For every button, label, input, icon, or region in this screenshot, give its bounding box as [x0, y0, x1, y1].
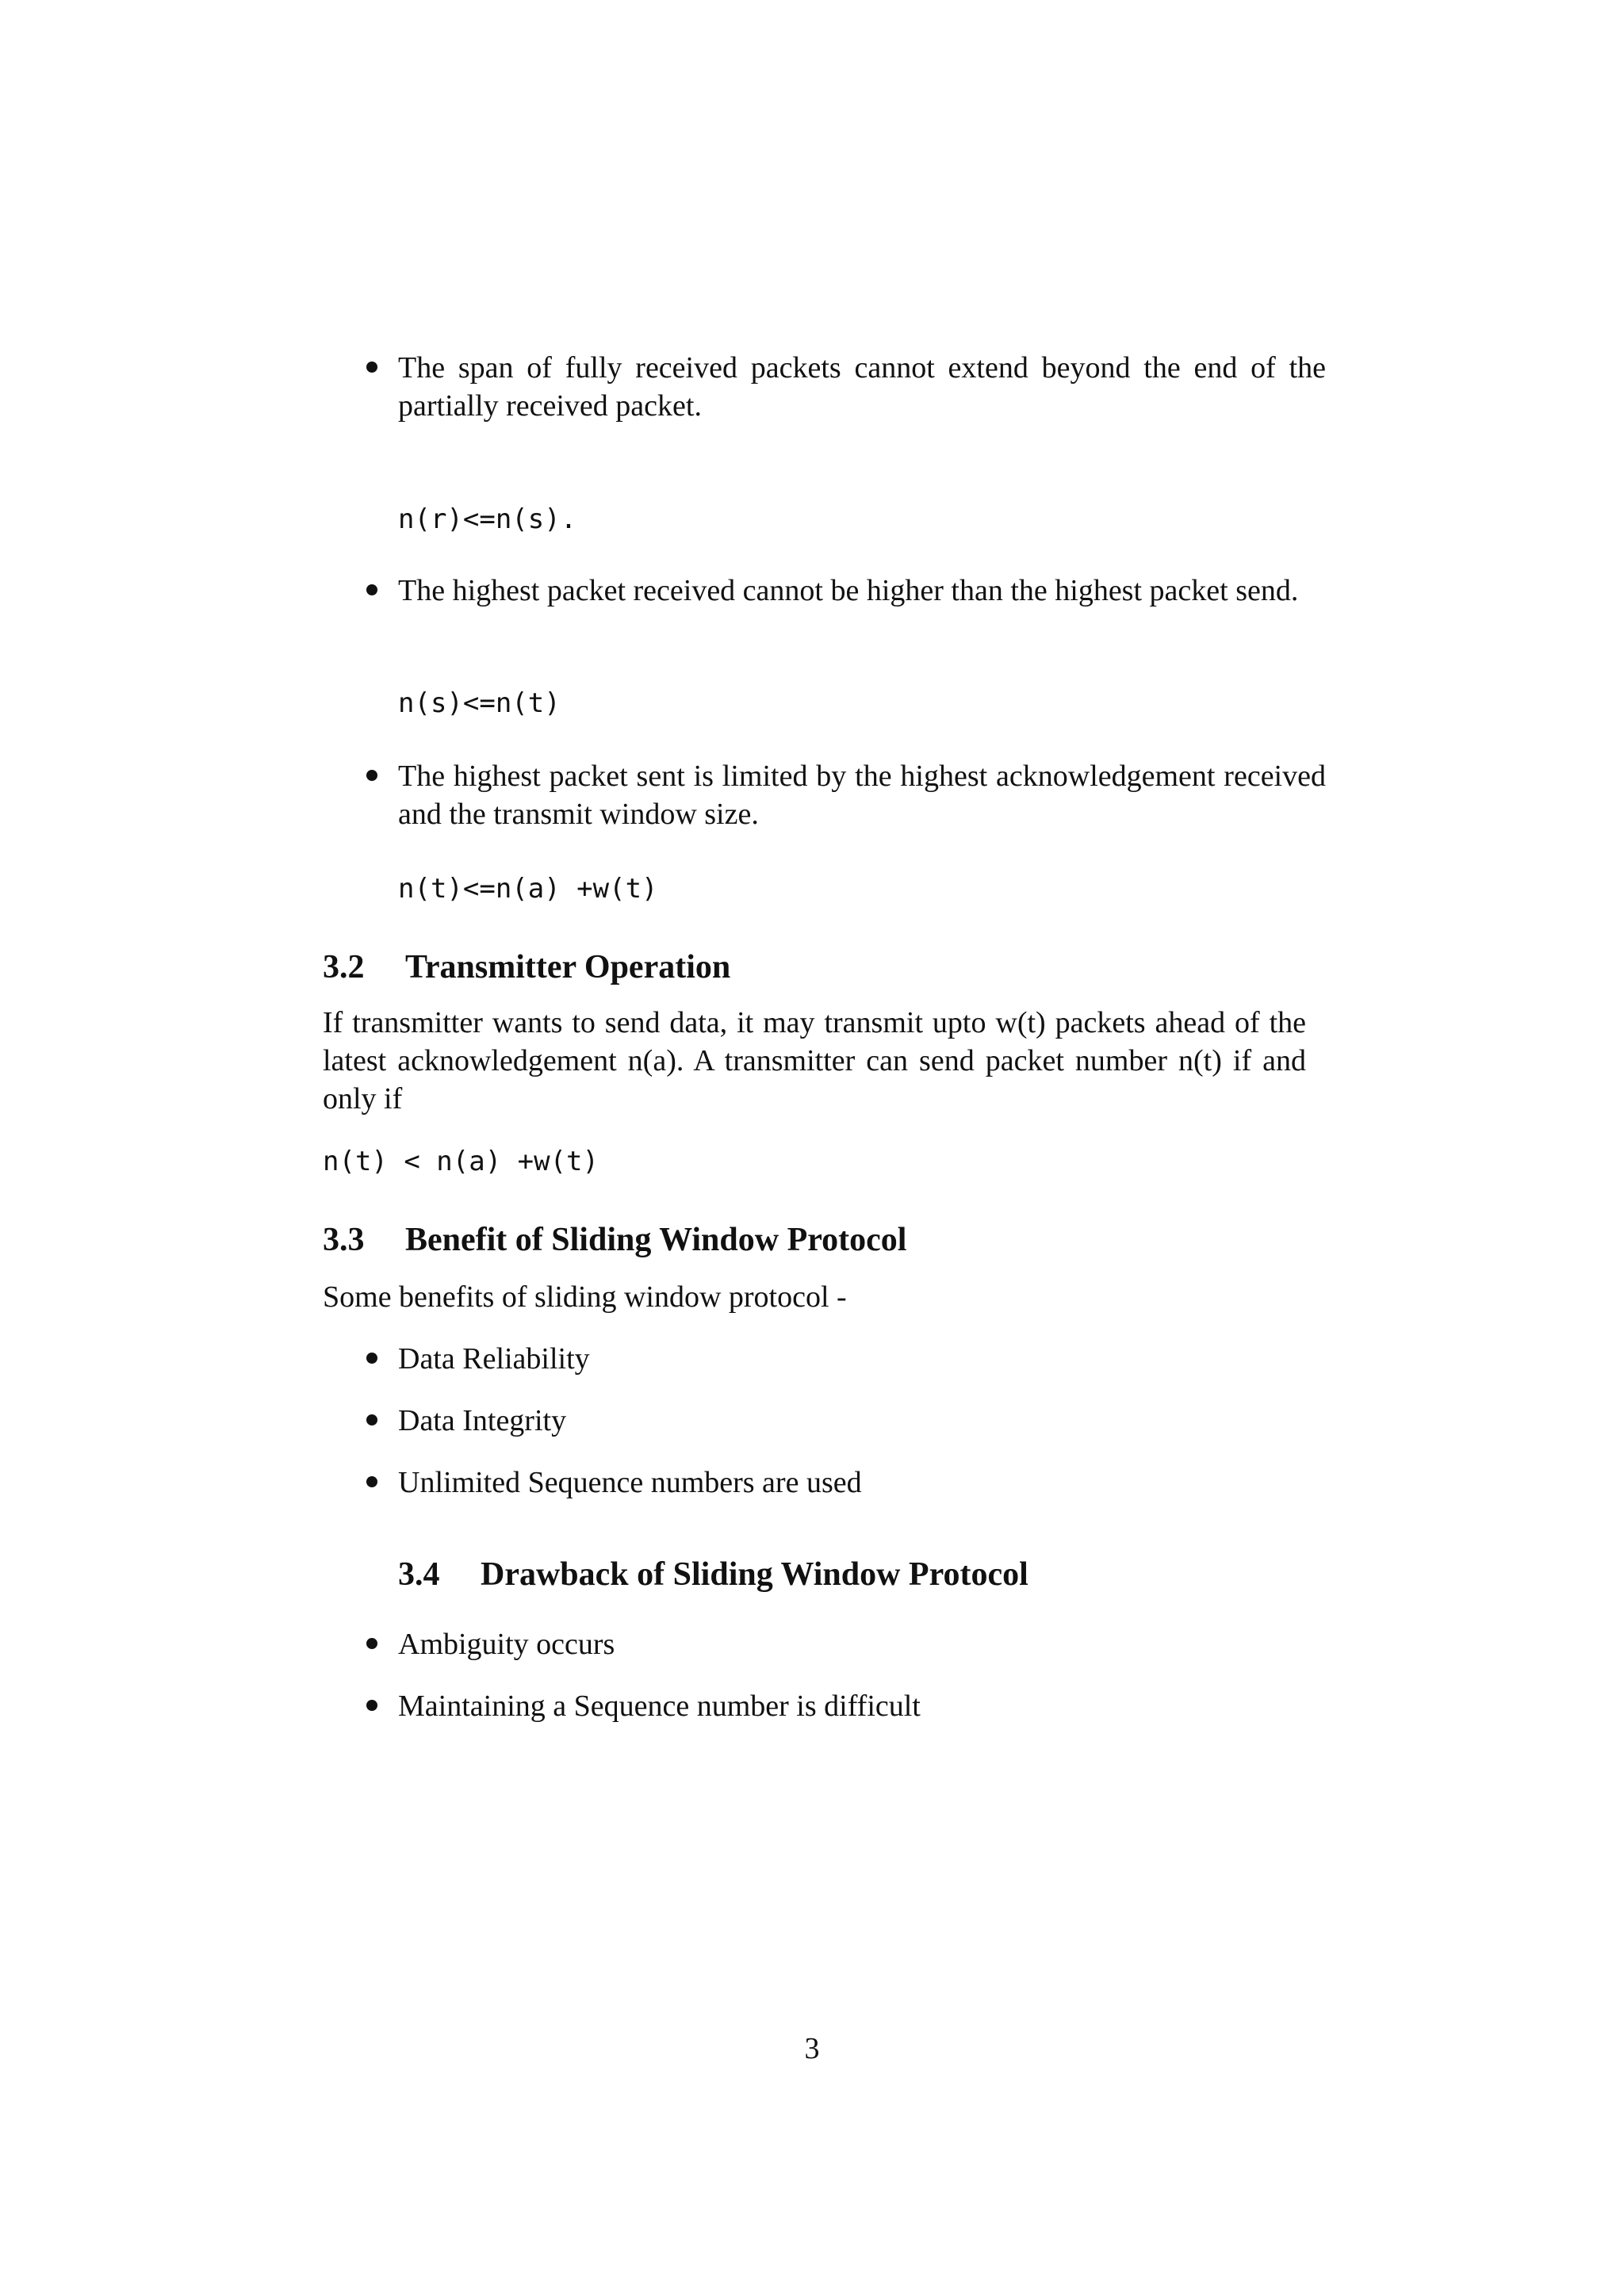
list-item-text: The highest packet received cannot be higher than the highest packet send. — [398, 574, 1299, 607]
section-number: 3.4 — [398, 1556, 440, 1593]
list-item-text: Maintaining a Sequence number is difficult — [398, 1689, 921, 1723]
list-item-text: Ambiguity occurs — [398, 1628, 615, 1661]
list-item-text: The highest packet sent is limited by the highest acknowledgement received and the transmit window size. — [398, 760, 1326, 831]
page-number: 3 — [804, 2032, 820, 2065]
section-heading — [323, 948, 730, 986]
list-item-text: Data Reliability — [398, 1342, 590, 1376]
bullet-icon — [366, 362, 377, 373]
formula: n(r)<=n(s). — [398, 503, 577, 535]
list-item-text: Data Integrity — [398, 1404, 567, 1437]
bullet-icon — [366, 1700, 377, 1711]
formula: n(t)<=n(a) +w(t) — [398, 873, 658, 905]
bullet-icon — [366, 1353, 377, 1364]
bullet-icon — [366, 770, 377, 781]
section-number: 3.2 — [323, 949, 365, 985]
section-title: Transmitter Operation — [405, 949, 731, 985]
section-heading — [398, 1556, 1028, 1594]
section-number: 3.3 — [323, 1222, 365, 1258]
bullet-icon — [366, 1638, 377, 1649]
bullet-icon — [366, 1476, 377, 1487]
bullet-icon — [366, 1414, 377, 1425]
bullet-icon — [366, 584, 377, 595]
section-intro: Some benefits of sliding window protocol - — [323, 1280, 847, 1314]
formula: n(s)<=n(t) — [398, 687, 561, 719]
section-title: Drawback of Sliding Window Protocol — [481, 1556, 1028, 1593]
list-item-text: Unlimited Sequence numbers are used — [398, 1466, 862, 1499]
paragraph: If transmitter wants to send data, it may transmit upto w(t) packets ahead of the latest acknowledgement n(a). A transmitter can send packet number n(t) if and only if — [323, 1006, 1306, 1115]
section-title: Benefit of Sliding Window Protocol — [405, 1222, 907, 1258]
formula: n(t) < n(a) +w(t) — [323, 1146, 599, 1177]
list-item-text: The span of fully received packets cannot extend beyond the end of the partially received packet. — [398, 351, 1326, 423]
section-heading — [323, 1221, 906, 1259]
